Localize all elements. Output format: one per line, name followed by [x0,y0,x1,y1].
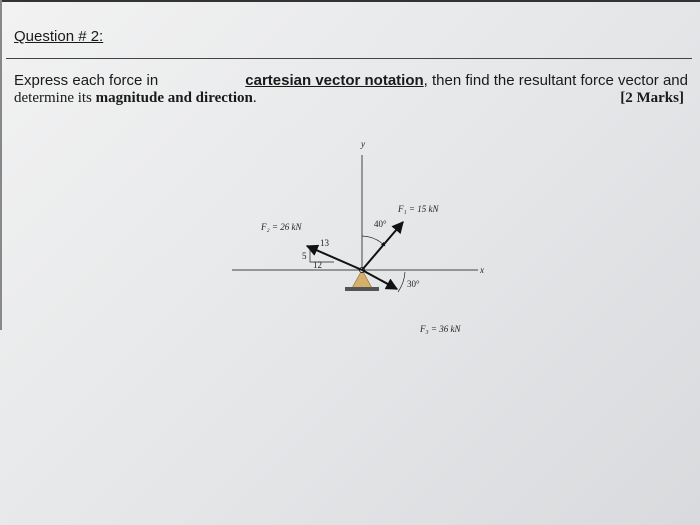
instruction-suffix: , then find the resultant force vector and [423,72,688,89]
f1-label: F₁ = 15 kN [398,204,439,214]
question-title: Question # 2: [14,28,104,45]
ground [345,287,379,291]
f2-slope-hyp: 13 [320,238,329,248]
instruction-emphasis: cartesian vector notation [245,72,424,89]
instruction-normal: determine its [14,90,92,106]
f2-label: F₂ = 26 kN [261,222,302,232]
f3-angle-arc [398,272,405,292]
f1-angle-label: 40° [374,219,387,229]
f3-angle-label: 30° [407,279,420,289]
f2-slope-vert: 5 [302,251,307,261]
force-f1-arrow [362,222,403,270]
f2-slope-horiz: 12 [313,260,322,270]
x-axis-label: x [480,265,484,275]
f1-angle-arc [362,236,385,246]
f3-label: F₃ = 36 kN [420,324,461,334]
marks-label: [2 Marks] [620,90,684,106]
instruction-bold: magnitude and direction [95,90,253,106]
instruction-prefix: Express each force in [14,72,159,89]
instruction-period: . [252,90,257,106]
y-axis-label: y [361,139,365,149]
